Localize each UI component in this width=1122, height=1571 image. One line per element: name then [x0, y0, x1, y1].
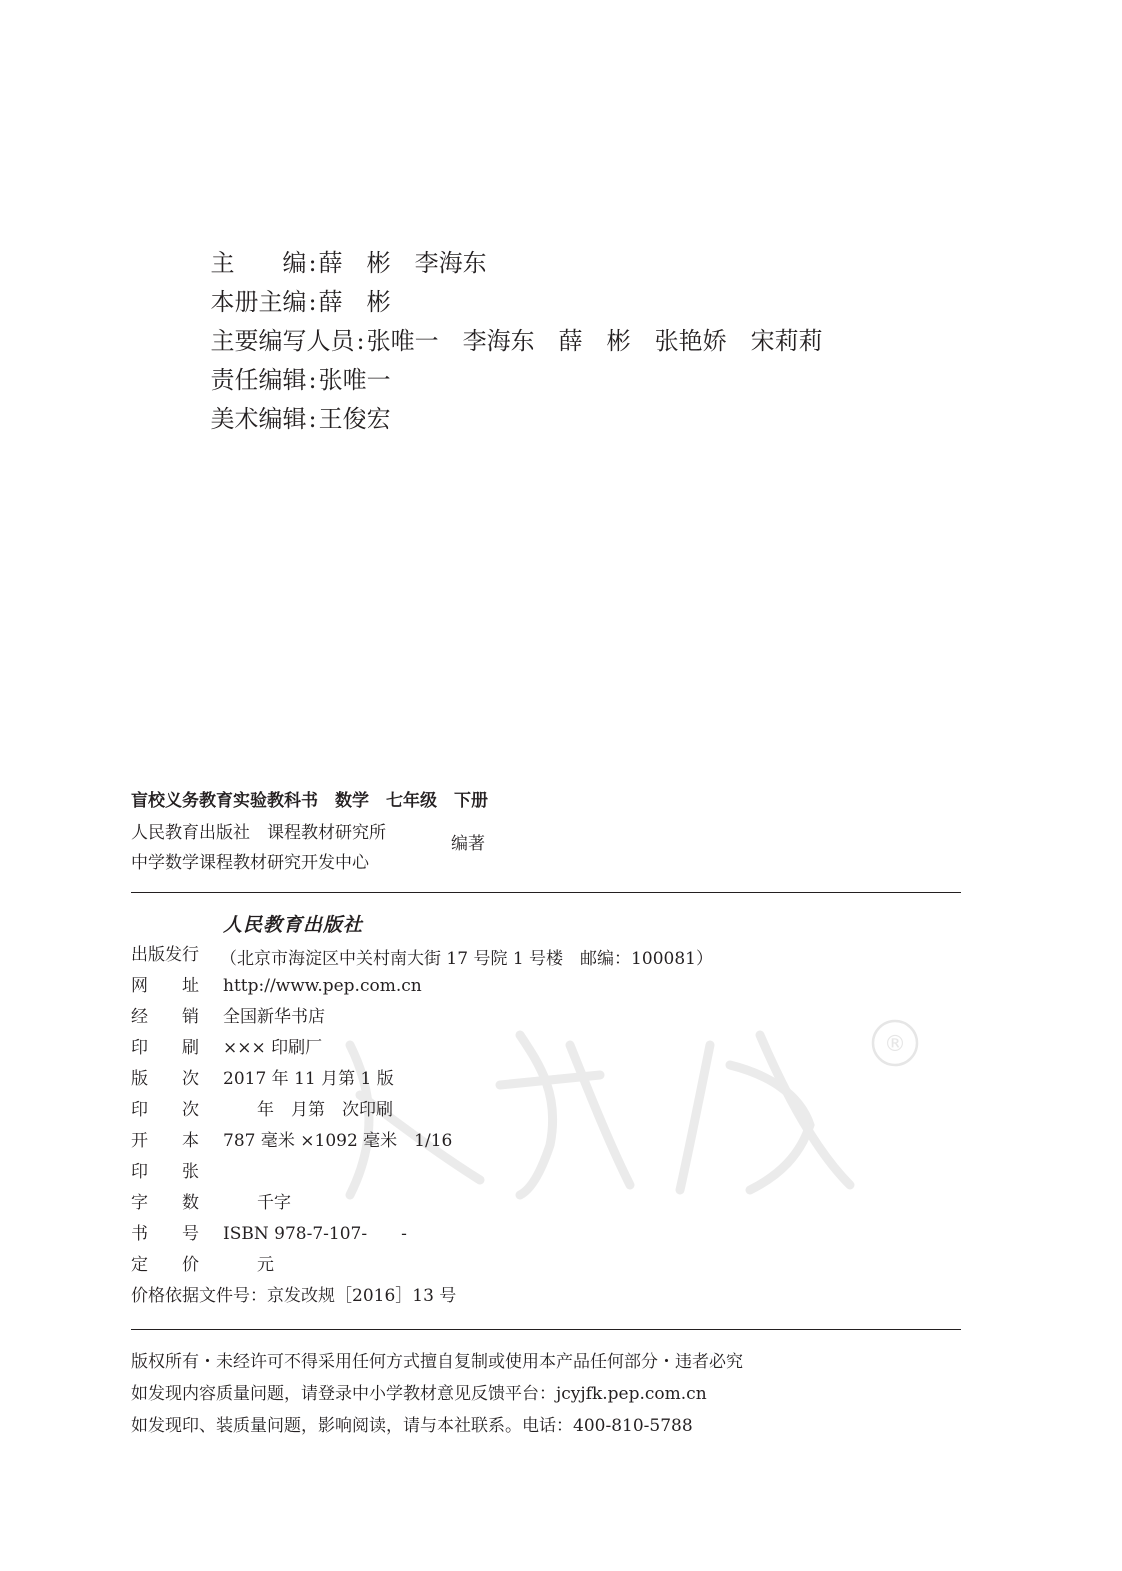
author-line: 人民教育出版社 课程教材研究所: [131, 823, 386, 843]
credit-separator: :: [308, 288, 317, 316]
info-row-printing: [131, 1095, 456, 1126]
info-value: 元: [223, 1255, 274, 1275]
info-row-edition: [131, 1064, 456, 1095]
price-basis: 价格依据文件号：京发改规［2016］13 号: [131, 1286, 457, 1306]
credit-value: 张唯一 李海东 薛 彬 张艳娇 宋莉莉: [366, 327, 823, 355]
info-key: 印 张: [131, 1162, 199, 1182]
info-row-price-basis: [131, 1281, 456, 1312]
publisher-logo: 人民教育出版社: [223, 914, 364, 936]
rights-notice: [131, 1346, 743, 1442]
info-value: 千字: [223, 1193, 291, 1213]
info-key: 印 刷: [131, 1038, 199, 1058]
info-key: 字 数: [131, 1193, 199, 1213]
info-value: 2017 年 11 月第 1 版: [223, 1069, 394, 1089]
info-row-price: [131, 1250, 456, 1281]
watermark-registered-mark: ®: [884, 1032, 906, 1057]
credit-separator: :: [308, 249, 317, 277]
info-value: ISBN 978-7-107- -: [223, 1224, 407, 1244]
credit-label: 责任编辑: [210, 366, 307, 394]
author-line: 中学数学课程教材研究开发中心: [131, 853, 369, 873]
credit-separator: :: [308, 405, 317, 433]
contact-line: 如发现印、装质量问题，影响阅读，请与本社联系。电话：400-810-5788: [131, 1416, 693, 1436]
credit-row-chief-editor: [180, 205, 823, 277]
info-row-sheets: [131, 1157, 456, 1188]
info-row-format: [131, 1126, 456, 1157]
top-divider: [131, 892, 961, 893]
publication-details: [131, 971, 456, 1312]
info-key: 定 价: [131, 1255, 199, 1275]
info-value: ××× 印刷厂: [223, 1038, 323, 1058]
info-key: 印 次: [131, 1100, 199, 1120]
credit-separator: :: [356, 327, 365, 355]
feedback-line: 如发现内容质量问题，请登录中小学教材意见反馈平台：jcyjfk.pep.com.cn: [131, 1384, 707, 1404]
info-value: 787 毫米 ×1092 毫米 1/16: [223, 1131, 453, 1151]
info-key: 出版发行: [131, 945, 199, 965]
info-key: 版 次: [131, 1069, 199, 1089]
credit-label: 主 编: [210, 249, 307, 277]
publisher-address: （北京市海淀区中关村南大街 17 号院 1 号楼 邮编：100081）: [220, 949, 713, 969]
info-value: 全国新华书店: [223, 1007, 325, 1027]
info-value: http://www.pep.com.cn: [223, 976, 422, 996]
authors-block: [131, 818, 386, 878]
info-key: 经 销: [131, 1007, 199, 1027]
credit-value: 王俊宏: [318, 405, 391, 433]
info-key: 书 号: [131, 1224, 199, 1244]
info-row-website: [131, 971, 456, 1002]
info-row-publisher: [131, 909, 364, 965]
credit-label: 美术编辑: [210, 405, 307, 433]
info-key: 开 本: [131, 1131, 199, 1151]
rights-line: 版权所有・未经许可不得采用任何方式擅自复制或使用本产品任何部分・违者必究: [131, 1352, 743, 1372]
credit-value: 张唯一: [318, 366, 391, 394]
info-value: 年 月第 次印刷: [223, 1100, 393, 1120]
info-row-isbn: [131, 1219, 456, 1250]
credits-block: [180, 205, 823, 433]
info-row-word-count: [131, 1188, 456, 1219]
editing-note: 编著: [451, 834, 485, 854]
book-title: 盲校义务教育实验教科书 数学 七年级 下册: [131, 791, 488, 811]
credit-label: 本册主编: [210, 288, 307, 316]
credit-separator: :: [308, 366, 317, 394]
info-row-distributor: [131, 1002, 456, 1033]
credit-label: 主要编写人员: [210, 327, 355, 355]
info-key: 网 址: [131, 976, 199, 996]
publication-info: [131, 909, 364, 965]
credit-value: 薛 彬: [318, 288, 391, 316]
credit-value: 薛 彬 李海东: [318, 249, 487, 277]
info-row-printer: [131, 1033, 456, 1064]
bottom-divider: [131, 1329, 961, 1330]
